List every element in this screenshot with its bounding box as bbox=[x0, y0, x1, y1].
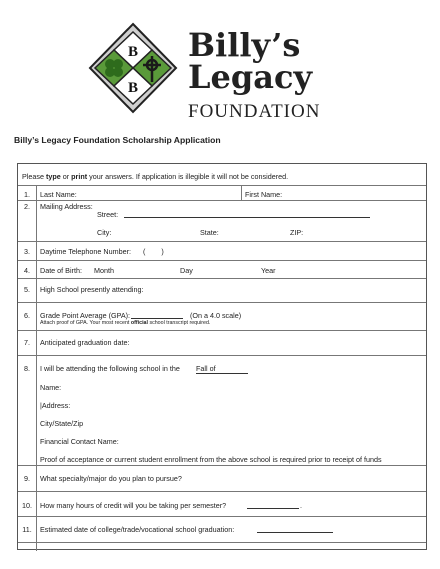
telephone-area-code[interactable]: ( ) bbox=[143, 247, 164, 256]
city-label: City: bbox=[97, 228, 112, 237]
credit-hours-field[interactable] bbox=[247, 501, 299, 509]
row-number: 2. bbox=[24, 202, 30, 211]
row-number: 11. bbox=[22, 525, 32, 534]
gpa-label: Grade Point Average (GPA): bbox=[40, 311, 131, 320]
row-number: 7. bbox=[24, 338, 30, 347]
row-number: 3. bbox=[24, 247, 30, 256]
name-divider bbox=[241, 186, 242, 201]
gpa-note-prefix: Attach proof of GPA. Your most recent bbox=[40, 320, 131, 326]
gpa-note-bold: official bbox=[130, 320, 148, 326]
telephone-label: Daytime Telephone Number: bbox=[40, 247, 131, 256]
instructions-or: or bbox=[60, 172, 72, 181]
row-specialty bbox=[18, 465, 426, 492]
row-high-school bbox=[18, 278, 426, 303]
specialty-label: What specialty/major do you plan to pursue? bbox=[40, 474, 182, 483]
credit-hours-label: How many hours of credit will you be taking per semester? bbox=[40, 501, 227, 510]
foundation-logo bbox=[88, 22, 358, 122]
logo-wordmark-line3: FOUNDATION bbox=[188, 101, 321, 122]
row-graduation-date bbox=[18, 330, 426, 356]
logo-badge-letter-top: B bbox=[127, 44, 139, 60]
credit-hours-period: . bbox=[300, 501, 302, 510]
zip-label: ZIP: bbox=[290, 228, 304, 237]
dob-month-label: Month bbox=[94, 266, 114, 275]
school-attending-label: I will be attending the following school in the bbox=[40, 364, 180, 373]
row-last-first-name bbox=[18, 185, 426, 201]
instructions-type: type bbox=[45, 172, 61, 181]
instructions bbox=[22, 172, 288, 181]
gpa-note bbox=[40, 320, 210, 326]
street-label: Street: bbox=[97, 210, 119, 219]
school-name-label: Name: bbox=[40, 383, 62, 392]
gpa-field[interactable] bbox=[131, 311, 183, 319]
school-address-label: |Address: bbox=[40, 401, 71, 410]
fall-of-field[interactable]: Fall of bbox=[196, 364, 248, 374]
estimated-graduation-field[interactable] bbox=[257, 525, 333, 533]
street-field[interactable] bbox=[124, 210, 370, 218]
dob-year-label: Year bbox=[261, 266, 276, 275]
page-title: Billy’s Legacy Foundation Scholarship Application bbox=[14, 135, 221, 145]
row-number: 8. bbox=[24, 364, 30, 373]
proof-of-acceptance-note: Proof of acceptance or current student enrollment from the above school is required prior to receipt of funds bbox=[40, 455, 382, 464]
instructions-print: print bbox=[71, 172, 88, 181]
school-city-state-zip-label: City/State/Zip bbox=[40, 419, 84, 428]
logo-badge-letter-bottom: B bbox=[127, 80, 139, 96]
row-telephone bbox=[18, 241, 426, 261]
first-name-label: First Name: bbox=[245, 190, 283, 199]
row-estimated-graduation bbox=[18, 516, 426, 543]
gpa-note-suffix: school transcript required. bbox=[147, 320, 211, 326]
graduation-date-label: Anticipated graduation date: bbox=[40, 338, 130, 347]
mailing-address-label: Mailing Address: bbox=[40, 202, 93, 211]
logo-wordmark-line1: Billy’s bbox=[188, 26, 301, 64]
row-number: 5. bbox=[24, 285, 30, 294]
instructions-suffix: your answers. If application is illegible it will not be considered. bbox=[87, 172, 289, 181]
application-form bbox=[17, 163, 427, 550]
dob-day-label: Day bbox=[180, 266, 193, 275]
row-mailing-address bbox=[18, 200, 426, 242]
logo-wordmark-line2: Legacy bbox=[188, 58, 313, 96]
row-credit-hours bbox=[18, 491, 426, 517]
row-date-of-birth bbox=[18, 260, 426, 279]
high-school-label: High School presently attending: bbox=[40, 285, 144, 294]
row-gpa bbox=[18, 302, 426, 331]
financial-contact-label: Financial Contact Name: bbox=[40, 437, 119, 446]
state-label: State: bbox=[200, 228, 219, 237]
row-number: 4. bbox=[24, 266, 30, 275]
gpa-scale-label: (On a 4.0 scale) bbox=[190, 311, 242, 320]
row-school-attending bbox=[18, 355, 426, 466]
row-number: 6. bbox=[24, 311, 30, 320]
row-blank bbox=[18, 542, 426, 551]
row-number: 9. bbox=[24, 474, 30, 483]
instructions-prefix: Please bbox=[22, 172, 46, 181]
dob-label: Date of Birth: bbox=[40, 266, 82, 275]
estimated-graduation-label: Estimated date of college/trade/vocational school graduation: bbox=[40, 525, 235, 534]
row-number: 1. bbox=[24, 190, 30, 199]
last-name-label: Last Name: bbox=[40, 190, 77, 199]
row-number: 10. bbox=[22, 501, 32, 510]
